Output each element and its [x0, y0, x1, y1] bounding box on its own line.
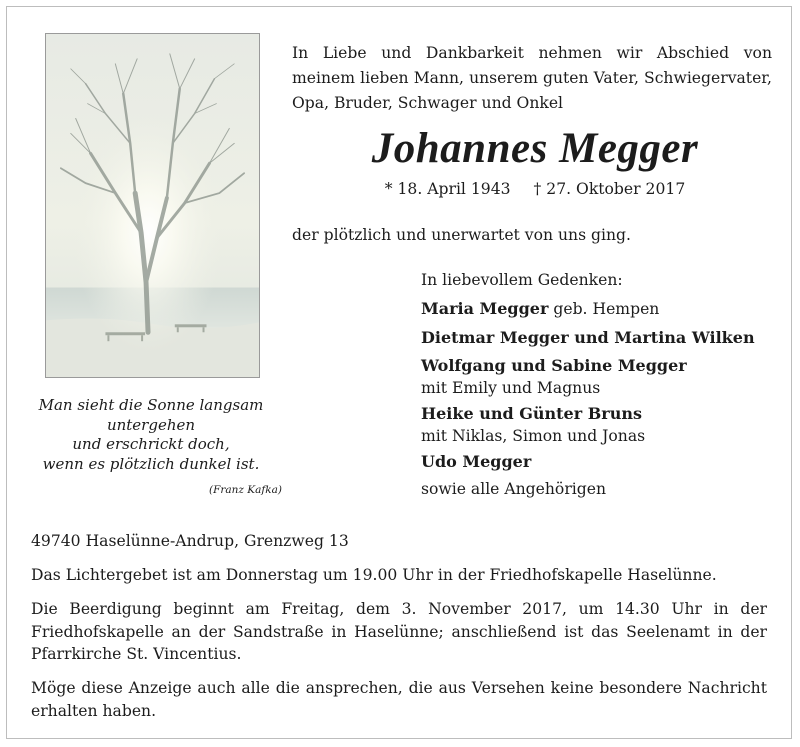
mourners-final: sowie alle Angehörigen [421, 480, 607, 498]
mourner-suffix: geb. Hempen [548, 300, 660, 318]
mourner-name: Wolfgang und Sabine Megger [421, 356, 687, 375]
mourner-entry [421, 401, 781, 446]
quote-line: Man sieht die Sonne langsam [38, 396, 264, 414]
mourner-name: Dietmar Megger und Martina Wilken [421, 328, 755, 347]
passing-text: der plötzlich und unerwartet von uns ging. [292, 226, 631, 244]
intro-text: In Liebe und Dankbarkeit nehmen wir Abschied von meinem lieben Mann, unserem guten Vater, Schwiegervater, Opa, Bruder, Schwager und Onkel [292, 44, 772, 112]
quote-line: untergehen [106, 415, 196, 434]
death-date: † 27. Oktober 2017 [533, 180, 686, 198]
kafka-quote [20, 396, 282, 474]
deceased-name: Johannes Megger [371, 125, 699, 172]
prayer-info: Das Lichtergebet ist am Donnerstag um 19.00 Uhr in der Friedhofskapelle Haselünne. [31, 566, 717, 584]
family-address: 49740 Haselünne-Andrup, Grenzweg 13 [31, 532, 349, 550]
quote-author: (Franz Kafka) [208, 484, 282, 496]
funeral-info: Die Beerdigung beginnt am Freitag, dem 3. November 2017, um 14.30 Uhr in der Friedhofskapelle an der Sandstraße in Haselünne; anschließend ist das Seelenamt in der Pfarrkirche St. Vincentius. [31, 600, 767, 663]
closing-note: Möge diese Anzeige auch alle die ansprechen, die aus Versehen keine besondere Nachricht erhalten haben. [31, 679, 767, 720]
mourners-list [421, 268, 781, 501]
life-dates [280, 180, 790, 198]
mourner-entry [421, 296, 781, 322]
mourner-children: mit Emily und Magnus [421, 379, 601, 397]
mourner-name: Maria Megger geb. Hempen [421, 299, 660, 318]
quote-line: und erschrickt doch, [72, 435, 230, 453]
mourner-entry [421, 325, 781, 350]
quote-line: wenn es plötzlich dunkel ist. [42, 454, 260, 473]
mourner-children: mit Niklas, Simon und Jonas [421, 427, 646, 445]
mourner-name: Heike und Günter Bruns [421, 404, 642, 423]
tree-sunset-photo [45, 33, 260, 378]
mourner-name: Udo Megger [421, 452, 532, 471]
birth-date: * 18. April 1943 [384, 180, 511, 198]
mourner-entry [421, 353, 781, 398]
mourners-heading: In liebevollem Gedenken: [421, 271, 623, 289]
mourner-entry [421, 449, 781, 474]
